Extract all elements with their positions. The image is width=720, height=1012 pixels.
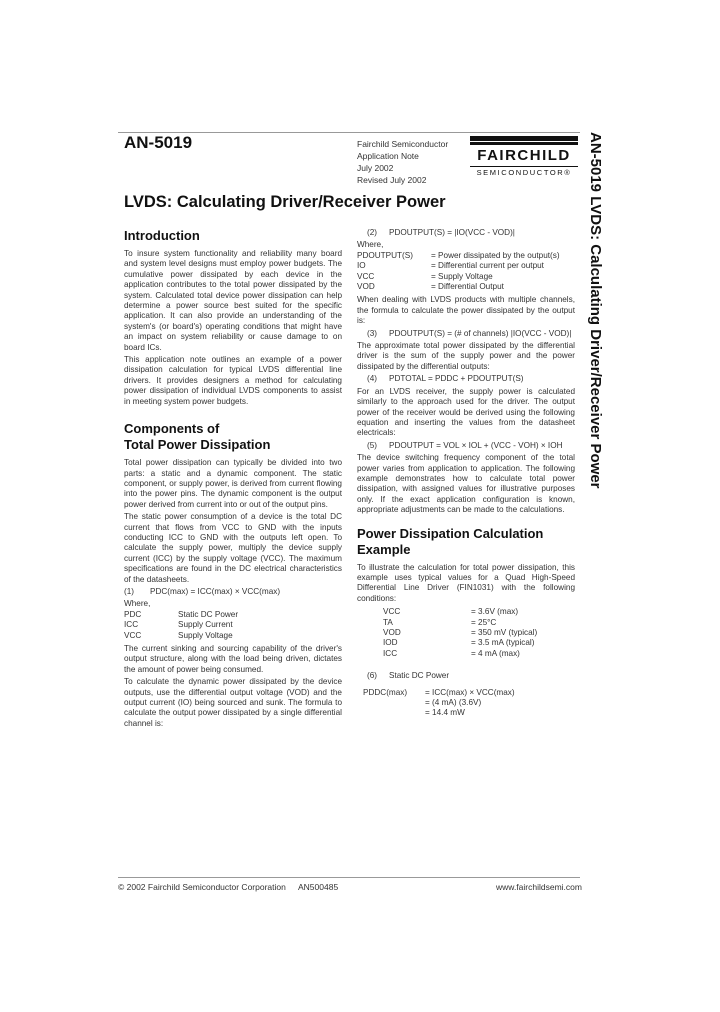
components-paragraph-2: The static power consumption of a device is the total DC current that flows from VCC to GND with the inputs conducting ICC to GND with the outputs left open. To calculate the supply power, multiply the device supply current (ICC) by the supply voltage (VCC). The maximum specifications are found in the DC electrical characteristics of the datasheets. [124,512,342,584]
definition-symbol: ICC [124,620,139,630]
definition-text: = Differential Output [431,282,504,292]
equation-4-text: PDTOTAL = PDDC + PDOUTPUT(S) [389,374,524,384]
equation-line [363,688,575,698]
footer-doc-number: AN500485 [298,882,339,892]
equation-4-number: (4) [367,374,378,384]
conditions-list [383,607,575,659]
definition-text: Static DC Power [178,609,239,619]
equation-line-lhs [363,708,425,718]
equation-2-text: PDOUTPUT(S) = |IO(VCC - VOD)| [389,228,515,237]
condition-symbol: IOD [383,638,398,648]
components-paragraph-1: Total power dissipation can typically be divided into two parts: a static and a dynamic component. The static component, or supply power, is derived from current flowing into the power pins. The dynamic component is the output power derived from current into or out of the output pins. [124,458,342,509]
condition-symbol: VOD [383,628,401,637]
right-paragraph-1: When dealing with LVDS products with multiple channels, the formula to calculate the power dissipated by the output is: [357,295,575,326]
components-paragraph-3: The current sinking and sourcing capability of the driver's output structure, along with the load being driven, dictates the amount of power being consumed. [124,644,342,674]
condition-symbol: VCC [383,607,401,617]
definition-row [124,631,342,641]
equation-line-lhs: PDDC(max) [363,687,408,697]
definition-text: Supply Voltage [178,630,233,640]
definition-row [357,261,575,271]
equation-line-rhs: = 14.4 mW [425,708,465,718]
components-paragraph-4: To calculate the dynamic power dissipated by the device outputs, use the differential output voltage (VOD) and the output current (IO) being sourced and sunk. The formula to calculate the output power dissipated by a single differential channel is: [124,677,342,728]
components-heading-2: Total Power Dissipation [124,437,271,453]
definition-row [124,620,342,630]
equation-6-number: (6) [367,671,378,681]
condition-value: = 4 mA (max) [471,648,520,658]
definition-symbol: VOD [357,282,375,292]
intro-paragraph-1: To insure system functionality and reliability many board and system level designs must employ power budgets. The cumulative power dissipated by each device in the application contributes to the total power dissipated by the system. Calculated total device power dissipation can help determine a power source best suited for the specific application. It can also provide an understanding of the system's (or board's) operating conditions that might have an impact on system reliability or cause damage to on board ICs. [124,249,342,352]
doc-type: Application Note [357,151,419,161]
equation-6 [367,671,575,681]
definition-text: = Supply Voltage [431,271,493,281]
condition-row [383,638,575,648]
definition-symbol: PDOUTPUT(S) [357,250,413,260]
right-paragraph-3: For an LVDS receiver, the supply power is calculated similarly to the approach used for the driver. The output power of the receiver would be derived using the following equation and inserting the values from the datasheet electricals: [357,386,575,438]
doc-date: July 2002 [357,163,394,173]
header-meta [357,138,448,186]
equation-5-text: PDOUTPUT = VOL × IOL + (VCC - VOH) × IOH [389,440,563,450]
fairchild-logo [470,136,578,180]
equation-3-text: PDOUTPUT(S) = (# of channels) |IO(VCC - VOD)| [389,328,572,338]
right-paragraph-4: The device switching frequency component of the total power varies from application to application. The following example demonstrates how to calculate total power dissipation, with assigned values for illustrative purposes only. If the exact application configuration is known, appropriate adjustments can be made to the calculations. [357,453,575,515]
example-heading-2: Example [357,541,411,557]
definition-row [357,272,575,282]
left-column [124,228,342,731]
condition-symbol: ICC [383,648,398,658]
revised-date: Revised July 2002 [357,175,427,185]
condition-row [383,607,575,617]
definition-symbol: IO [357,261,366,271]
equation-line-rhs: = (4 mA) (3.6V) [425,698,482,708]
where-label-left: Where, [124,599,151,609]
equation-6-label: Static DC Power [389,671,450,681]
definition-row [357,251,575,261]
condition-row [383,649,575,659]
condition-value: = 3.5 mA (typical) [471,638,535,648]
example-heading-1: Power Dissipation Calculation [357,525,544,541]
definition-text: = Power dissipated by the output(s) [431,250,560,260]
definition-row [357,282,575,292]
equation-1 [124,587,342,597]
footer-copyright: © 2002 Fairchild Semiconductor Corporation [118,882,286,892]
intro-heading: Introduction [124,228,200,243]
logo-subtitle: SEMICONDUCTOR® [470,166,578,177]
condition-symbol: TA [383,617,393,627]
condition-value: = 3.6V (max) [471,607,519,617]
equation-line-rhs: = ICC(max) × VCC(max) [425,687,515,697]
company-name: Fairchild Semiconductor [357,139,449,149]
definition-symbol: VCC [124,630,142,640]
equation-line [363,698,575,708]
condition-row [383,618,575,628]
side-title-text: AN-5019 LVDS: Calculating Driver/Receiver Power [587,132,604,489]
definition-symbol: VCC [357,271,375,281]
equation-3 [367,329,575,339]
intro-paragraph-2: This application note outlines an example of a power dissipation calculation for typical LVDS differential line drivers. It provides designers a method for calculating power dissipation of individual LVDS components to assist in meeting system power budgets. [124,355,342,406]
equation-1-number: (1) [124,586,135,596]
equation-line [363,708,575,718]
equation-2 [367,228,575,238]
where-label-right: Where, [357,240,384,250]
footer-url[interactable]: www.fairchildsemi.com [496,882,582,892]
equation-6-lines [363,688,575,719]
right-paragraph-5: To illustrate the calculation for total power dissipation, this example uses typical values for a Quad High-Speed Differential Line Driver (FIN1031) with the following conditions: [357,562,575,603]
equation-3-number: (3) [367,328,378,338]
side-title [584,132,604,612]
condition-value: = 25°C [471,617,497,627]
doc-number: AN-5019 [124,133,193,152]
condition-value: = 350 mV (typical) [471,628,538,637]
logo-word: FAIRCHILD [477,147,571,164]
equation-5-number: (5) [367,440,378,450]
condition-row [383,628,575,638]
equation-4 [367,374,575,384]
equation-2-number: (2) [367,228,378,237]
components-heading-1: Components of [124,421,220,437]
definition-text: = Differential current per output [431,261,544,271]
equation-5 [367,441,575,451]
equation-line-lhs [363,698,425,708]
definition-text: Supply Current [178,620,233,630]
right-paragraph-2: The approximate total power dissipated by the differential driver is the sum of the supply power and the power dissipated by the differential outputs: [357,341,575,371]
equation-1-text: PDC(max) = ICC(max) × VCC(max) [150,586,281,596]
definition-row [124,610,342,620]
page-title: LVDS: Calculating Driver/Receiver Power [124,193,446,211]
definition-symbol: PDC [124,609,142,619]
right-column [357,228,575,719]
footer-rule [118,877,580,878]
